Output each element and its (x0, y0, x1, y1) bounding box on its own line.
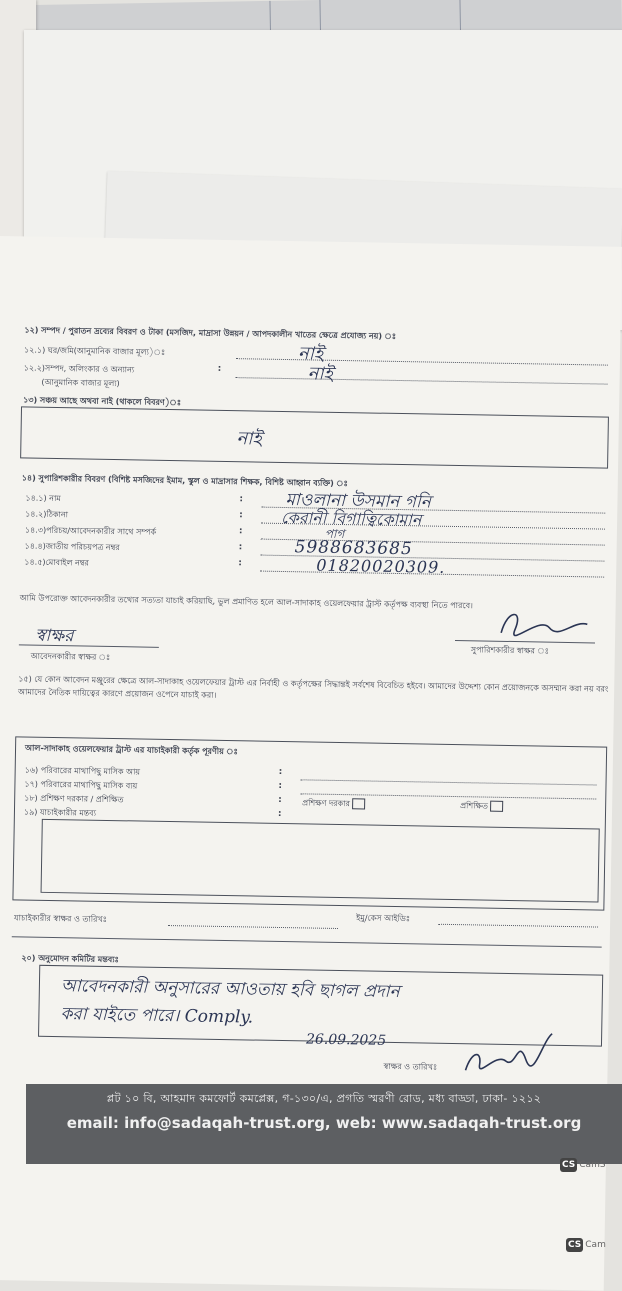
camscanner-logo-icon: CS (562, 1160, 576, 1170)
dotted-line (236, 377, 608, 384)
section-12-1-value: নাই (297, 343, 324, 365)
colon: : (239, 494, 244, 505)
section-divider (12, 936, 602, 947)
section-14-heading: ১৪) সুপারিশকারীর বিবরণ (বিশিষ্ট মসজিদের ইমাম, স্কুল ও মাদ্রাসার শিক্ষক, বিশিষ্ট আহ্বান ব্যক্তি) ঃ (21, 473, 348, 489)
colon: : (238, 558, 243, 569)
committee-signature (455, 1030, 556, 1080)
section-13-value: নাই (236, 428, 263, 450)
camscanner-watermark (560, 1158, 606, 1172)
section-14-1-label: ১৪.১) নাম (25, 493, 61, 504)
training-needed-checkbox[interactable] (352, 798, 365, 809)
committee-comment-line1: আবেদনকারী অনুসারের আওতায় হবি ছাগল প্রদান (60, 976, 400, 1003)
item-19-label: ১৯) যাচাইকারীর মন্তব্য (23, 807, 97, 818)
verifier-id-label: ইমু/কেস আইডিঃ (356, 913, 411, 924)
footer-band (26, 1084, 622, 1164)
section-15-text: ১৫) যে কোন আবেদন মঞ্জুরের ক্ষেত্রে আল-সাদাকাহ ওয়েলফেয়ার ট্রাস্ট এর নির্বাহী ও কর্তৃপক্ষের সিদ্ধান্তই সর্বশেষ বিবেচিত হইবে। আমাদের উদ্দেশ্য কোন প্রয়োজনকে অসম্মান করা নয় বরং আমাদের নৈতিক দায়িত্বের কারণে প্রয়োজন ওপেনে যাচাই করা। (17, 674, 609, 700)
savings-box (20, 406, 609, 468)
recommender-signature (493, 605, 594, 643)
trained-checkbox[interactable] (490, 801, 503, 812)
footer-address: প্লট ১০ বি, আহমাদ কমফোর্ট কমপ্লেক্স, গ-১৩০/এ, প্রগতি স্মরণী রোড, মধ্য বাড্ডা, ঢাকা- ১২১২ (106, 1092, 542, 1105)
section-12-1-label: ১২.১) ঘর/জমি(আনুমানিক বাজার মূল্য)ঃ (23, 345, 166, 357)
verifier-comment-box[interactable] (41, 819, 600, 903)
watermark-text: Cam (585, 1240, 606, 1250)
trained-option (460, 800, 503, 814)
camscanner-watermark (566, 1238, 606, 1252)
camscanner-logo-icon: CS (568, 1240, 582, 1250)
dotted-line (236, 358, 608, 365)
colon: : (277, 808, 282, 820)
section-12-2-value: নাই (307, 363, 334, 385)
recommender-name: মাওলানা উসমান গনি (285, 490, 432, 513)
item-17-label: ১৭) পরিবারের মাথাপিছু মাসিক ব্যয় (24, 779, 138, 791)
applicant-signature: স্বাক্ষর (34, 625, 74, 647)
colon: : (278, 780, 283, 792)
declaration-text: আমি উপরোক্ত আবেদনকারীর তথ্যের সত্যতা যাচাই করিয়াছি, ভুল প্রমাণিত হলে আল-সাদাকাহ ওয়েলফেয়ার ট্রাস্ট কর্তৃপক্ষ ব্যবস্থা নিতে পারবে। (19, 593, 474, 611)
trained-label: প্রশিক্ষিত (460, 801, 488, 811)
section-13-heading: ১৩) সঞ্চয় আছে অথবা নাই (থাকলে বিবরণ)ঃ (23, 395, 182, 408)
dotted-line (438, 924, 598, 928)
training-needed-label: প্রশিক্ষণ দরকার (302, 798, 351, 809)
colon: : (278, 766, 283, 778)
recommender-nid: 5988683685 (294, 537, 413, 560)
section-14-4-label: ১৪.৪)জাতীয় পরিচয়পত্র নম্বর (24, 541, 120, 553)
trust-box-title: আল-সাদাকাহ ওয়েলফেয়ার ট্রাস্ট এর যাচাইকারী কর্তৃক পূরণীয় ঃ (24, 743, 238, 757)
applicant-signature-label: আবেদনকারীর স্বাক্ষর ঃ (30, 651, 111, 662)
section-14-5-label: ১৪.৫)মোবাইল নম্বর (24, 557, 89, 568)
training-needed-option (302, 797, 365, 811)
colon: : (238, 526, 243, 537)
dotted-line (168, 925, 338, 929)
watermark-text: CamS (579, 1160, 606, 1170)
section-14-3-label: ১৪.৩)পরিচয়/আবেদনকারীর সাথে সম্পর্ক (24, 525, 157, 537)
colon: : (278, 794, 282, 806)
committee-comment-line2: করা যাইতে পারে। Comply. (60, 1004, 254, 1028)
colon: : (217, 363, 222, 374)
colon: : (238, 542, 243, 553)
committee-date: 26.09.2025 (305, 1031, 387, 1049)
item-18-label: ১৮) প্রশিক্ষণ দরকার / প্রশিক্ষিত (24, 793, 124, 805)
recommender-mobile: 01820020309. (316, 555, 446, 577)
section-12-2-sublabel: (আনুমানিক বাজার মূল্য) (41, 377, 120, 389)
section-12-2-label: ১২.২)সম্পদ, অলিংকার ও অন্যান্য (23, 363, 135, 375)
verifier-signature-label: যাচাইকারীর স্বাক্ষর ও তারিখঃ (14, 913, 108, 924)
footer-contact: email: info@sadaqah-trust.org, web: www.sadaqah-trust.org (66, 1114, 582, 1132)
item-16-label: ১৬) পরিবারের মাথাপিছু মাসিক আয় (24, 765, 141, 777)
recommender-address: কেরানী বিগাত্বিকোমান (280, 507, 422, 530)
section-20-heading: ২০) অনুমোদন কমিটির মন্তব্যঃ (21, 953, 119, 965)
colon: : (239, 510, 243, 521)
section-12-heading: ১২) সম্পদ / পুরাতন দ্রব্যের বিবরণ ও টাকা (মসজিদ, মাদ্রাসা উন্নয়ন / আপদকালীন খাতের ক্ষেত্রে প্রযোজ্য নয়) ঃ (24, 325, 397, 341)
section-14-2-label: ১৪.২)ঠিকানা (25, 509, 69, 520)
recommender-signature-label: সুপারিশকারীর স্বাক্ষর ঃ (470, 645, 549, 656)
recommender-relation: পাগ (324, 526, 345, 542)
sign-date-label: স্বাক্ষর ও তারিখঃ (383, 1061, 438, 1072)
